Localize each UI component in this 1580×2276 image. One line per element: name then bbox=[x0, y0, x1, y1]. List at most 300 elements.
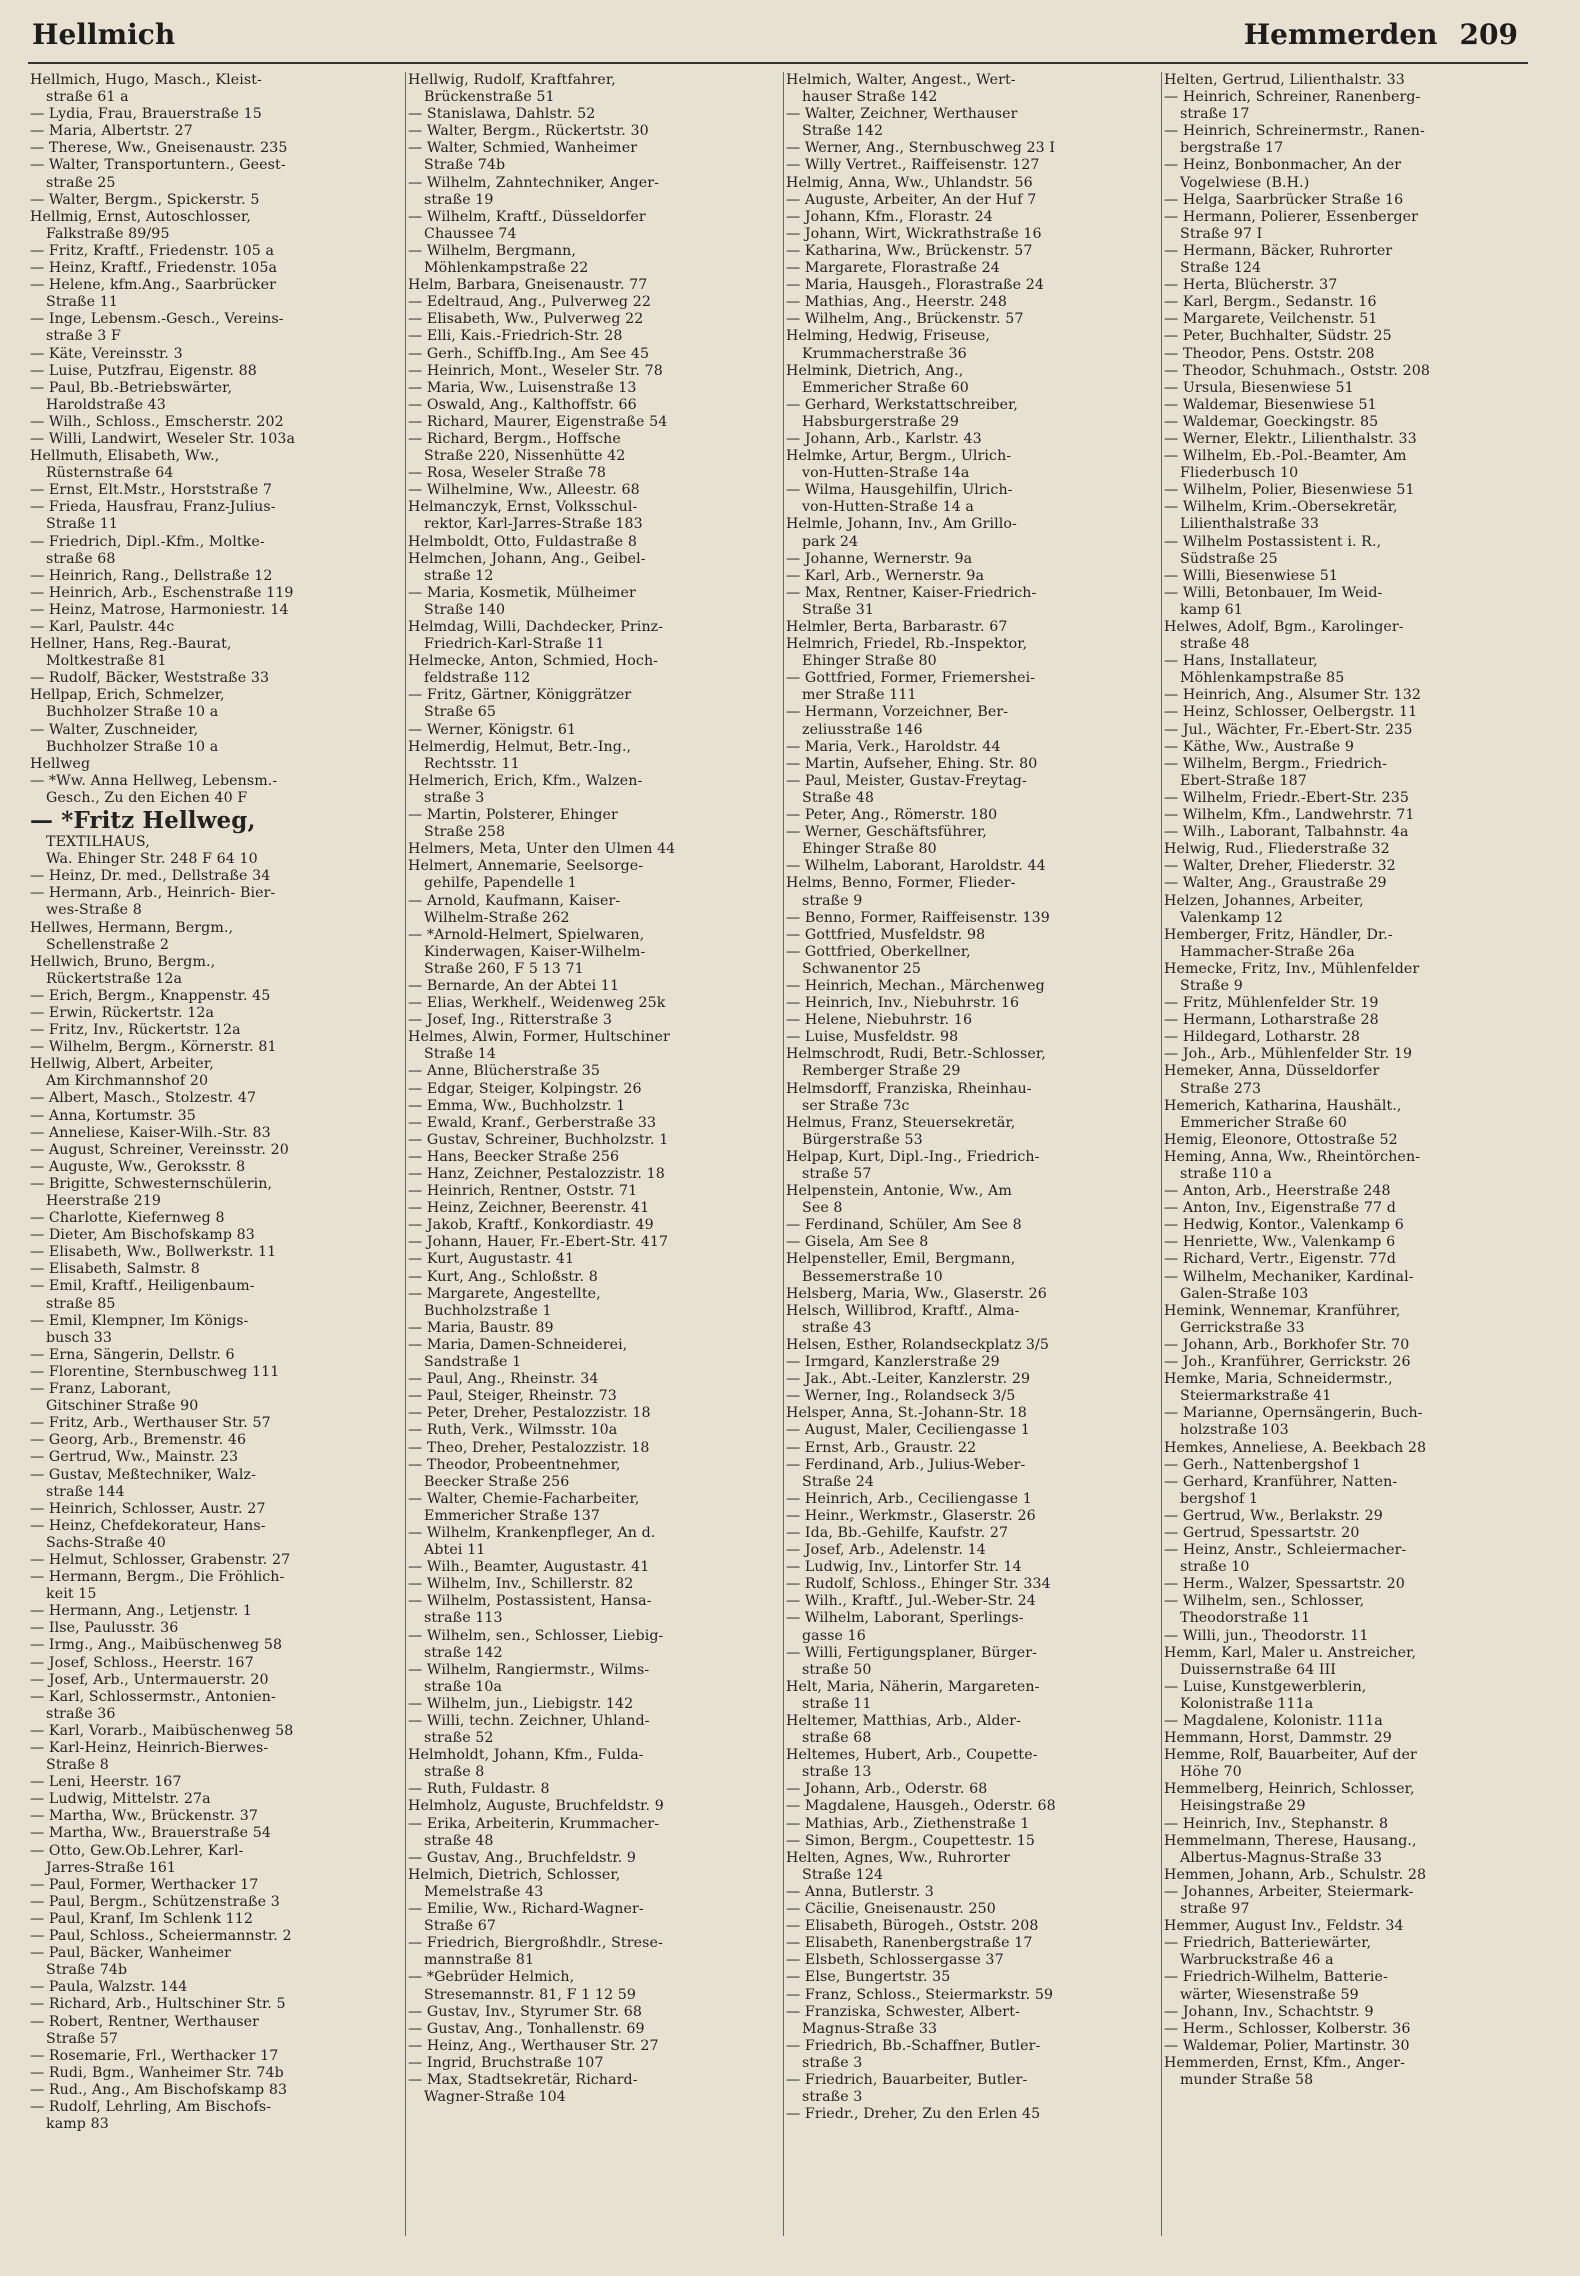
directory-entry-line: Ehinger Straße 80 bbox=[802, 841, 937, 858]
directory-entry-line: — Wilhelm, Bergmann, bbox=[408, 242, 577, 259]
directory-entry-line: — Hermann, Ang., Letjenstr. 1 bbox=[30, 1603, 253, 1620]
column-1 bbox=[30, 72, 405, 2246]
directory-entry-line: Straße 8 bbox=[46, 1757, 109, 1774]
directory-entry-line: — Frieda, Hausfrau, Franz-Julius- bbox=[30, 499, 276, 516]
directory-entry-line: — Walter, Bergm., Spickerstr. 5 bbox=[30, 191, 260, 208]
directory-entry-line: Helmes, Alwin, Former, Hultschiner bbox=[408, 1029, 670, 1046]
directory-entry-line: Sachs-Straße 40 bbox=[46, 1534, 166, 1551]
directory-entry-line: — Peter, Ang., Römerstr. 180 bbox=[786, 807, 998, 824]
directory-entry-line: Helmle, Johann, Inv., Am Grillo- bbox=[786, 516, 1017, 533]
directory-entry-line: — Erwin, Rückertstr. 12a bbox=[30, 1004, 215, 1021]
directory-entry-line: Helpap, Kurt, Dipl.-Ing., Friedrich- bbox=[786, 1148, 1040, 1165]
column-4 bbox=[1164, 72, 1539, 2246]
directory-entry-line: Straße 142 bbox=[802, 123, 884, 140]
directory-entry-line: — Ewald, Kranf., Gerberstraße 33 bbox=[408, 1114, 657, 1131]
directory-entry-line: — Else, Bungertstr. 35 bbox=[786, 1969, 951, 1986]
directory-entry-line: — Friedrich, Bauarbeiter, Butler- bbox=[786, 2071, 1028, 2088]
directory-entry-line: Albertus-Magnus-Straße 33 bbox=[1180, 1849, 1382, 1866]
directory-entry-line: — Robert, Rentner, Werthauser bbox=[30, 2013, 259, 2030]
directory-entry-line: — Joh., Arb., Mühlenfelder Str. 19 bbox=[1164, 1046, 1413, 1063]
directory-entry-line: — Luise, Kunstgewerblerin, bbox=[1164, 1678, 1367, 1695]
directory-entry-line: — Hermann, Bergm., Die Fröhlich- bbox=[30, 1569, 285, 1586]
directory-entry-line: — Anneliese, Kaiser-Wilh.-Str. 83 bbox=[30, 1124, 271, 1141]
directory-entry-line: Hemberger, Fritz, Händler, Dr.- bbox=[1164, 926, 1393, 943]
directory-entry-line: Helwes, Adolf, Bgm., Karolinger- bbox=[1164, 619, 1404, 635]
directory-columns bbox=[28, 72, 1528, 2246]
directory-entry-line: — Heinrich, Schreiner, Ranenberg- bbox=[1164, 89, 1421, 106]
directory-entry-line: — Maria, Baustr. 89 bbox=[408, 1319, 554, 1336]
directory-entry-line: Straße 74b bbox=[424, 157, 506, 174]
directory-entry-line: — Elisabeth, Ranenbergstraße 17 bbox=[786, 1935, 1033, 1952]
directory-entry-line: — Wilh., Beamter, Augustastr. 41 bbox=[408, 1559, 650, 1576]
directory-entry-line: Heerstraße 219 bbox=[46, 1193, 162, 1209]
directory-entry-line: straße 3 bbox=[802, 2054, 863, 2071]
directory-entry-line: straße 19 bbox=[424, 191, 494, 208]
directory-entry-line: — Maria, Albertstr. 27 bbox=[30, 123, 193, 140]
directory-entry-line: Helmerdig, Helmut, Betr.-Ing., bbox=[408, 738, 632, 755]
directory-entry-line: — Gertrud, Ww., Mainstr. 23 bbox=[30, 1449, 239, 1466]
directory-entry-line: — Helene, Niebuhrstr. 16 bbox=[786, 1012, 973, 1029]
directory-entry-line: — Friedrich, Biergroßhdlr., Strese- bbox=[408, 1935, 663, 1952]
directory-entry-line: — Paul, Schloss., Scheiermannstr. 2 bbox=[30, 1928, 292, 1945]
directory-entry-line: Helpenstein, Antonie, Ww., Am bbox=[786, 1183, 1012, 1200]
directory-entry-line: — Josef, Arb., Untermauerstr. 20 bbox=[30, 1671, 269, 1688]
directory-entry-line: — Katharina, Ww., Brückenstr. 57 bbox=[786, 242, 1033, 259]
directory-entry-line: — Heinz, Schlosser, Oelbergstr. 11 bbox=[1164, 704, 1418, 721]
directory-entry-line: Hammacher-Straße 26a bbox=[1180, 943, 1355, 960]
directory-entry-line: — Heinrich, Arb., Ceciliengasse 1 bbox=[786, 1490, 1032, 1507]
directory-entry-line: — Ferdinand, Arb., Julius-Weber- bbox=[786, 1456, 1026, 1473]
directory-entry-line: Schwanentor 25 bbox=[802, 960, 922, 977]
directory-entry-line: — Maria, Damen-Schneiderei, bbox=[408, 1336, 628, 1353]
directory-entry-line: — Hans, Installateur, bbox=[1164, 653, 1318, 670]
directory-entry-line: — Herm., Walzer, Spessartstr. 20 bbox=[1164, 1576, 1405, 1593]
directory-entry-line: park 24 bbox=[802, 533, 859, 550]
directory-entry-line: Brückenstraße 51 bbox=[424, 89, 555, 106]
directory-entry-line: — Ida, Bb.-Gehilfe, Kaufstr. 27 bbox=[786, 1524, 1009, 1541]
directory-entry-line: — Waldemar, Goeckingstr. 85 bbox=[1164, 413, 1379, 430]
directory-entry-line: straße 142 bbox=[424, 1644, 503, 1661]
directory-entry-line: — Ludwig, Inv., Lintorfer Str. 14 bbox=[786, 1559, 1022, 1576]
directory-entry-line: Wilhelm-Straße 262 bbox=[424, 909, 570, 926]
directory-entry-line: — Cäcilie, Gneisenaustr. 250 bbox=[786, 1901, 996, 1918]
directory-entry-line: Hellmig, Ernst, Autoschlosser, bbox=[30, 208, 251, 225]
directory-entry-line: — Gottfried, Former, Friemershei- bbox=[786, 670, 1036, 687]
directory-entry-line: Helmdag, Willi, Dachdecker, Prinz- bbox=[408, 619, 664, 635]
directory-entry-line: straße 10a bbox=[424, 1678, 503, 1695]
directory-entry-line: straße 10 bbox=[1180, 1559, 1250, 1576]
directory-entry-line: — Heinz, Anstr., Schleiermacher- bbox=[1164, 1542, 1407, 1559]
directory-entry-line: — Richard, Vertr., Eigenstr. 77d bbox=[1164, 1251, 1396, 1268]
directory-entry-line: Haroldstraße 43 bbox=[46, 396, 166, 413]
directory-entry-line: straße 113 bbox=[424, 1610, 503, 1627]
directory-entry-line: Magnus-Straße 33 bbox=[802, 2020, 938, 2037]
directory-entry-line: — Magdalene, Kolonistr. 111a bbox=[1164, 1713, 1383, 1729]
directory-entry-line: Chaussee 74 bbox=[424, 225, 517, 242]
directory-entry-line: Wagner-Straße 104 bbox=[424, 2089, 566, 2106]
directory-entry-line: — Theo, Dreher, Pestalozzistr. 18 bbox=[408, 1439, 650, 1456]
directory-entry-line: straße 50 bbox=[802, 1661, 872, 1678]
directory-entry-line: — Ludwig, Mittelstr. 27a bbox=[30, 1791, 211, 1808]
directory-entry-line: hauser Straße 142 bbox=[802, 89, 938, 106]
directory-entry-line: — Emil, Klempner, Im Königs- bbox=[30, 1312, 249, 1329]
directory-entry-line: — Hermann, Bäcker, Ruhrorter bbox=[1164, 242, 1393, 259]
directory-entry-line: Falkstraße 89/95 bbox=[46, 225, 170, 242]
directory-entry-line: Buchholzstraße 1 bbox=[424, 1302, 552, 1319]
directory-entry-line: — Wilhelm, Kraftf., Düsseldorfer bbox=[408, 208, 646, 225]
directory-entry-line: Hemmann, Horst, Dammstr. 29 bbox=[1164, 1730, 1392, 1747]
column-2 bbox=[408, 72, 783, 2246]
directory-entry-line: — Willi, jun., Theodorstr. 11 bbox=[1164, 1627, 1369, 1644]
directory-entry-line: straße 17 bbox=[1180, 106, 1250, 123]
directory-entry-line: — Marianne, Opernsängerin, Buch- bbox=[1164, 1405, 1423, 1422]
directory-entry-line: — Theodor, Probeentnehmer, bbox=[408, 1456, 621, 1473]
directory-entry-line: — Maria, Verk., Haroldstr. 44 bbox=[786, 738, 1001, 755]
directory-entry-line: Hemink, Wennemar, Kranführer, bbox=[1164, 1302, 1401, 1319]
directory-entry-line: — Ruth, Verk., Wilmsstr. 10a bbox=[408, 1422, 618, 1439]
directory-entry-line: — Hanz, Zeichner, Pestalozzistr. 18 bbox=[408, 1166, 665, 1182]
directory-entry-line: Hellner, Hans, Reg.-Baurat, bbox=[30, 636, 232, 653]
directory-entry-line: Emmericher Straße 60 bbox=[802, 379, 969, 396]
directory-entry-line: Heisingstraße 29 bbox=[1180, 1798, 1306, 1815]
directory-entry-line: — Karl, Schlossermstr., Antonien- bbox=[30, 1688, 276, 1705]
directory-entry-line: straße 36 bbox=[46, 1705, 116, 1722]
directory-entry-line: Rechtsstr. 11 bbox=[424, 755, 520, 772]
directory-entry-line: Hemmelmann, Therese, Hausang., bbox=[1164, 1832, 1417, 1849]
directory-entry-line: busch 33 bbox=[46, 1329, 112, 1346]
directory-entry-line: straße 52 bbox=[424, 1730, 494, 1747]
directory-entry-line: TEXTILHAUS, bbox=[46, 834, 150, 851]
directory-entry-line: — Emma, Ww., Buchholzstr. 1 bbox=[408, 1097, 626, 1114]
directory-entry-line: Am Kirchmannshof 20 bbox=[46, 1073, 209, 1090]
directory-entry-line: — Heinz, Chefdekorateur, Hans- bbox=[30, 1517, 266, 1534]
directory-entry-line: Helzen, Johannes, Arbeiter, bbox=[1164, 892, 1364, 909]
directory-entry-line: — Richard, Bergm., Hoffsche bbox=[408, 430, 621, 447]
directory-entry-line: — Johann, Arb., Karlstr. 43 bbox=[786, 430, 982, 447]
directory-entry-line: Beecker Straße 256 bbox=[424, 1473, 570, 1490]
directory-entry-line: — Johann, Wirt, Wickrathstraße 16 bbox=[786, 225, 1042, 242]
directory-entry-line: Straße 67 bbox=[424, 1918, 496, 1935]
directory-entry-line: Buchholzer Straße 10 a bbox=[46, 704, 219, 721]
directory-entry-line: — Simon, Bergm., Coupettestr. 15 bbox=[786, 1832, 1036, 1849]
directory-entry-line: von-Hutten-Straße 14 a bbox=[802, 499, 974, 516]
directory-entry-line: Hemmer, August Inv., Feldstr. 34 bbox=[1164, 1918, 1404, 1935]
directory-entry-line: Helsberg, Maria, Ww., Glaserstr. 26 bbox=[786, 1285, 1047, 1302]
directory-entry-line: Sandstraße 1 bbox=[424, 1354, 522, 1371]
directory-entry-line: Hellwig, Rudolf, Kraftfahrer, bbox=[408, 72, 616, 88]
directory-entry-line: — Ernst, Arb., Graustr. 22 bbox=[786, 1439, 977, 1456]
directory-entry-line: — Martha, Ww., Brauerstraße 54 bbox=[30, 1825, 271, 1842]
directory-entry-line: — Magdalene, Hausgeh., Oderstr. 68 bbox=[786, 1798, 1056, 1815]
directory-entry-line: straße 110 a bbox=[1180, 1166, 1272, 1182]
directory-entry-line: — Anton, Inv., Eigenstraße 77 d bbox=[1164, 1200, 1396, 1217]
directory-entry-line: Helmerich, Erich, Kfm., Walzen- bbox=[408, 772, 643, 789]
directory-entry-line: — Paul, Meister, Gustav-Freytag- bbox=[786, 772, 1027, 789]
directory-entry-line: — Wilhelm, jun., Liebigstr. 142 bbox=[408, 1695, 634, 1712]
directory-entry-line: Wa. Ehinger Str. 248 F 64 10 bbox=[46, 851, 258, 868]
directory-entry-line: Straße 14 bbox=[424, 1046, 496, 1063]
directory-entry-line: straße 144 bbox=[46, 1483, 125, 1500]
directory-entry-line: — Gustav, Schreiner, Buchholzstr. 1 bbox=[408, 1131, 669, 1148]
directory-entry-line: — Werner, Elektr., Lilienthalstr. 33 bbox=[1164, 430, 1417, 447]
directory-entry-line: Heltemer, Matthias, Arb., Alder- bbox=[786, 1713, 1021, 1729]
directory-entry-line: — Gertrud, Ww., Berlakstr. 29 bbox=[1164, 1507, 1383, 1524]
directory-entry-line: — Heinrich, Inv., Niebuhrstr. 16 bbox=[786, 995, 1020, 1012]
directory-entry-line: — Fritz, Gärtner, Königgrätzer bbox=[408, 687, 632, 704]
directory-entry-line: Straße 220, Nissenhütte 42 bbox=[424, 448, 626, 465]
header-rule bbox=[28, 62, 1528, 64]
directory-entry-line: — Paul, Bäcker, Wanheimer bbox=[30, 1945, 231, 1962]
directory-entry-line: — Peter, Dreher, Pestalozzistr. 18 bbox=[408, 1405, 651, 1422]
directory-entry-line: — Wilhelm, Laborant, Haroldstr. 44 bbox=[786, 858, 1046, 875]
directory-entry-line: Heming, Anna, Ww., Rheintörchen- bbox=[1164, 1148, 1421, 1165]
directory-entry-line: Straße 11 bbox=[46, 294, 118, 311]
directory-entry-line: — Jakob, Kraftf., Konkordiastr. 49 bbox=[408, 1217, 654, 1234]
directory-entry-line: — Oswald, Ang., Kalthoffstr. 66 bbox=[408, 396, 637, 413]
directory-entry-line: bergshof 1 bbox=[1180, 1490, 1259, 1507]
directory-entry-line: — Johanne, Wernerstr. 9a bbox=[786, 550, 973, 567]
directory-entry-line: Straße 9 bbox=[1180, 977, 1243, 994]
directory-entry-line: Hemm, Karl, Maler u. Anstreicher, bbox=[1164, 1644, 1417, 1661]
directory-entry-line: — Rudolf, Schloss., Ehinger Str. 334 bbox=[786, 1576, 1051, 1593]
directory-entry-line: kamp 83 bbox=[46, 2116, 109, 2133]
directory-entry-line: — Max, Rentner, Kaiser-Friedrich- bbox=[786, 584, 1037, 601]
directory-entry-line: — Gustav, Ang., Bruchfeldstr. 9 bbox=[408, 1849, 636, 1866]
directory-entry-line: — Karl, Arb., Wernerstr. 9a bbox=[786, 567, 985, 584]
directory-entry-line: — Hermann, Vorzeichner, Ber- bbox=[786, 704, 1009, 721]
directory-entry-line: — Paul, Ang., Rheinstr. 34 bbox=[408, 1371, 599, 1388]
directory-entry-line: — Käte, Vereinsstr. 3 bbox=[30, 345, 183, 362]
directory-entry-line: Hellmuth, Elisabeth, Ww., bbox=[30, 448, 220, 465]
directory-entry-line: Helmke, Artur, Bergm., Ulrich- bbox=[786, 448, 1012, 465]
directory-entry-line: — Gerh., Schiffb.Ing., Am See 45 bbox=[408, 345, 650, 362]
running-head-right-word: Hemmerden bbox=[1243, 18, 1438, 51]
directory-entry-line: Duissernstraße 64 III bbox=[1180, 1661, 1337, 1678]
directory-entry-line: — Helene, kfm.Ang., Saarbrücker bbox=[30, 277, 276, 294]
directory-entry-line: Hemmerden, Ernst, Kfm., Anger- bbox=[1164, 2054, 1406, 2071]
directory-entry-line: Rückertstraße 12a bbox=[46, 970, 183, 987]
directory-entry-line: — Wilhelm Postassistent i. R., bbox=[1164, 533, 1382, 550]
directory-entry-line: — Irmgard, Kanzlerstraße 29 bbox=[786, 1354, 1000, 1371]
directory-entry-line: — Anne, Blücherstraße 35 bbox=[408, 1063, 601, 1080]
directory-entry-line: straße 3 bbox=[424, 789, 485, 806]
directory-entry-line: — Paul, Kranf, Im Schlenk 112 bbox=[30, 1910, 254, 1927]
directory-entry-line: — Johann, Kfm., Florastr. 24 bbox=[786, 208, 993, 225]
directory-entry-line: — Hildegard, Lotharstr. 28 bbox=[1164, 1029, 1360, 1046]
directory-entry-line: straße 61 a bbox=[46, 89, 129, 106]
directory-entry-line: — Bernarde, An der Abtei 11 bbox=[408, 977, 620, 994]
directory-entry-line: Straße 140 bbox=[424, 601, 506, 618]
directory-entry-line: Straße 124 bbox=[1180, 260, 1262, 277]
directory-entry-line: — Maria, Kosmetik, Mülheimer bbox=[408, 584, 636, 601]
directory-entry-line: — Waldemar, Biesenwiese 51 bbox=[1164, 396, 1377, 413]
directory-entry-line: Galen-Straße 103 bbox=[1180, 1285, 1309, 1302]
directory-entry-line: — Hermann, Lotharstraße 28 bbox=[1164, 1012, 1379, 1029]
directory-entry-line: Kolonistraße 111a bbox=[1180, 1695, 1314, 1712]
directory-entry-line: — Auguste, Arbeiter, An der Huf 7 bbox=[786, 191, 1037, 208]
directory-entry-line: straße 25 bbox=[46, 174, 116, 191]
directory-entry-line: — Heinrich, Inv., Stephanstr. 8 bbox=[1164, 1815, 1389, 1832]
directory-entry-line: — Ursula, Biesenwiese 51 bbox=[1164, 379, 1354, 396]
directory-entry-line: Helwig, Rud., Fliederstraße 32 bbox=[1164, 841, 1390, 858]
directory-entry-line: Buchholzer Straße 10 a bbox=[46, 738, 219, 755]
directory-entry-line: — Werner, Geschäftsführer, bbox=[786, 824, 987, 841]
directory-entry-line: Helt, Maria, Näherin, Margareten- bbox=[786, 1678, 1040, 1695]
directory-entry-line: — Heinz, Dr. med., Dellstraße 34 bbox=[30, 868, 271, 885]
directory-entry-line: straße 48 bbox=[1180, 636, 1250, 653]
directory-entry-line: — Heinrich, Rang., Dellstraße 12 bbox=[30, 567, 273, 584]
directory-entry-line: — Anna, Butlerstr. 3 bbox=[786, 1883, 934, 1900]
directory-entry-line: Helming, Hedwig, Friseuse, bbox=[786, 328, 990, 345]
directory-entry-line: — Hermann, Arb., Heinrich- Bier- bbox=[30, 885, 276, 902]
directory-entry-line: — Paul, Bb.-Betriebswärter, bbox=[30, 379, 233, 396]
directory-entry-line: Vogelwiese (B.H.) bbox=[1180, 174, 1310, 191]
directory-entry-line: — Wilhelm, Krankenpfleger, An d. bbox=[408, 1524, 656, 1541]
directory-entry-line: mer Straße 111 bbox=[802, 687, 917, 704]
directory-entry-line: munder Straße 58 bbox=[1180, 2071, 1314, 2088]
directory-entry-line: — Heinz, Ang., Werthauser Str. 27 bbox=[408, 2037, 659, 2054]
directory-entry-line: — Walter, Schmied, Wanheimer bbox=[408, 140, 638, 157]
directory-entry-line: Straße 124 bbox=[802, 1866, 884, 1883]
directory-entry-line: straße 3 F bbox=[46, 328, 121, 345]
directory-entry-line: Hemig, Eleonore, Ottostraße 52 bbox=[1164, 1131, 1398, 1148]
directory-entry-line: — Gisela, Am See 8 bbox=[786, 1234, 929, 1251]
directory-entry-line: — Mathias, Ang., Heerstr. 248 bbox=[786, 294, 1007, 311]
directory-entry-line: Helten, Agnes, Ww., Ruhrorter bbox=[786, 1849, 1011, 1866]
directory-entry-line: — Albert, Masch., Stolzestr. 47 bbox=[30, 1090, 257, 1107]
directory-entry-line: — Anton, Arb., Heerstraße 248 bbox=[1164, 1183, 1391, 1200]
directory-entry-line: — Walter, Bergm., Rückertstr. 30 bbox=[408, 123, 649, 140]
directory-entry-line: — Edeltraud, Ang., Pulverweg 22 bbox=[408, 294, 651, 311]
directory-entry-line: — Wilma, Hausgehilfin, Ulrich- bbox=[786, 482, 1013, 499]
directory-entry-line: Helmschrodt, Rudi, Betr.-Schlosser, bbox=[786, 1046, 1046, 1063]
directory-entry-line: Helmsdorff, Franziska, Rheinhau- bbox=[786, 1080, 1032, 1097]
directory-entry-line: — Karl, Vorarb., Maibüschenweg 58 bbox=[30, 1722, 294, 1739]
directory-entry-line: — Walter, Transportuntern., Geest- bbox=[30, 157, 286, 174]
directory-entry-line: Friedrich-Karl-Straße 11 bbox=[424, 636, 605, 653]
directory-entry-line: Theodorstraße 11 bbox=[1180, 1610, 1311, 1627]
directory-entry-line: — Josef, Ing., Ritterstraße 3 bbox=[408, 1012, 613, 1029]
directory-entry-line: — Stanislawa, Dahlstr. 52 bbox=[408, 106, 596, 123]
directory-entry-line: Valenkamp 12 bbox=[1180, 909, 1283, 926]
directory-entry-line: feldstraße 112 bbox=[424, 670, 531, 687]
directory-entry-line: Helms, Benno, Former, Flieder- bbox=[786, 875, 1016, 892]
directory-entry-line: — Brigitte, Schwesternschülerin, bbox=[30, 1175, 273, 1192]
directory-entry-line: — Heinz, Zeichner, Beerenstr. 41 bbox=[408, 1200, 650, 1217]
directory-entry-line: — Emilie, Ww., Richard-Wagner- bbox=[408, 1901, 644, 1918]
directory-entry-line: — Heinrich, Rentner, Oststr. 71 bbox=[408, 1183, 638, 1200]
directory-entry-line: — Willi, techn. Zeichner, Uhland- bbox=[408, 1713, 650, 1729]
directory-entry-line: — Elisabeth, Bürogeh., Oststr. 208 bbox=[786, 1918, 1039, 1935]
directory-entry-line: — Heinrich, Schlosser, Austr. 27 bbox=[30, 1500, 266, 1517]
directory-entry-line: Hemmelberg, Heinrich, Schlosser, bbox=[1164, 1781, 1415, 1798]
directory-entry-line: Moltkestraße 81 bbox=[46, 653, 167, 670]
directory-entry-line: Straße 57 bbox=[46, 2030, 118, 2047]
directory-entry-line: — Paul, Former, Werthacker 17 bbox=[30, 1876, 259, 1893]
directory-entry-line: — Margarete, Veilchenstr. 51 bbox=[1164, 311, 1378, 328]
directory-entry-line: Helmboldt, Otto, Fuldastraße 8 bbox=[408, 533, 638, 550]
directory-entry-line: — Heinrich, Arb., Eschenstraße 119 bbox=[30, 584, 294, 601]
directory-entry-line: — *Gebrüder Helmich, bbox=[408, 1969, 575, 1986]
directory-entry-line: Jarres-Straße 161 bbox=[46, 1859, 177, 1876]
directory-entry-line: — Wilhelm, Laborant, Sperlings- bbox=[786, 1610, 1024, 1627]
directory-entry-line: Ehinger Straße 80 bbox=[802, 653, 937, 670]
directory-entry-line: Helmecke, Anton, Schmied, Hoch- bbox=[408, 653, 659, 670]
directory-entry-line: — Werner, Ing., Rolandseck 3/5 bbox=[786, 1388, 1016, 1405]
directory-entry-line: zeliusstraße 146 bbox=[802, 721, 923, 738]
directory-entry-line: straße 13 bbox=[802, 1764, 872, 1781]
directory-entry-line: — Wilhelm, sen., Schlosser, Liebig- bbox=[408, 1627, 664, 1644]
directory-entry-line: — Jul., Wächter, Fr.-Ebert-Str. 235 bbox=[1164, 721, 1413, 738]
directory-entry-line: — Johann, Arb., Borkhofer Str. 70 bbox=[1164, 1336, 1410, 1353]
directory-entry-line: Hemkes, Anneliese, A. Beekbach 28 bbox=[1164, 1439, 1427, 1456]
directory-entry-line: — Martha, Ww., Brückenstr. 37 bbox=[30, 1808, 258, 1825]
directory-entry-line: See 8 bbox=[802, 1200, 843, 1217]
directory-entry-line: — Wilhelm, Eb.-Pol.-Beamter, Am bbox=[1164, 448, 1407, 465]
directory-entry-line: Helmich, Dietrich, Schlosser, bbox=[408, 1866, 621, 1883]
directory-entry-line: — Wilhelm, Friedr.-Ebert-Str. 235 bbox=[1164, 789, 1409, 806]
directory-entry-line: straße 12 bbox=[424, 567, 494, 584]
directory-entry-line: Bürgerstraße 53 bbox=[802, 1131, 923, 1148]
directory-entry-line: — Rud., Ang., Am Bischofskamp 83 bbox=[30, 2081, 288, 2098]
directory-entry-line: Krummacherstraße 36 bbox=[802, 345, 967, 362]
directory-entry-line: — Rudolf, Lehrling, Am Bischofs- bbox=[30, 2098, 272, 2115]
directory-entry-line: — Gustav, Ang., Tonhallenstr. 69 bbox=[408, 2020, 645, 2037]
directory-entry-line: Kinderwagen, Kaiser-Wilhelm- bbox=[424, 943, 646, 960]
directory-entry-line: — Karl, Paulstr. 44c bbox=[30, 619, 175, 635]
directory-entry-line: — Peter, Buchhalter, Südstr. 25 bbox=[1164, 328, 1392, 345]
directory-entry-line: Helmchen, Johann, Ang., Geibel- bbox=[408, 550, 646, 567]
directory-entry-line: — Fritz, Mühlenfelder Str. 19 bbox=[1164, 995, 1379, 1012]
directory-entry-line: — Friedrich, Dipl.-Kfm., Moltke- bbox=[30, 533, 265, 550]
directory-entry-line: — Lydia, Frau, Brauerstraße 15 bbox=[30, 106, 262, 123]
directory-entry-line: Ebert-Straße 187 bbox=[1180, 772, 1307, 789]
directory-entry-line: — Georg, Arb., Bremenstr. 46 bbox=[30, 1432, 247, 1449]
directory-entry-line: Helsen, Esther, Rolandseckplatz 3/5 bbox=[786, 1336, 1050, 1353]
directory-entry-line: — Paul, Bergm., Schützenstraße 3 bbox=[30, 1893, 280, 1910]
directory-entry-line: Hemke, Maria, Schneidermstr., bbox=[1164, 1371, 1393, 1388]
directory-entry-line: — Paula, Walzstr. 144 bbox=[30, 1979, 188, 1996]
directory-entry-line: Hellwes, Hermann, Bergm., bbox=[30, 919, 234, 936]
directory-entry-line: — August, Maler, Ceciliengasse 1 bbox=[786, 1422, 1031, 1439]
directory-entry-line: straße 85 bbox=[46, 1295, 116, 1312]
directory-entry-line: keit 15 bbox=[46, 1586, 97, 1603]
directory-entry-line: — Anna, Kortumstr. 35 bbox=[30, 1107, 196, 1124]
directory-entry-line: — Otto, Gew.Ob.Lehrer, Karl- bbox=[30, 1842, 244, 1859]
directory-entry-line: — Friedrich-Wilhelm, Batterie- bbox=[1164, 1969, 1388, 1986]
directory-entry-line: — Heinrich, Mechan., Märchenweg bbox=[786, 977, 1045, 994]
directory-entry-line: straße 68 bbox=[46, 550, 116, 567]
directory-entry-line: — Margarete, Angestellte, bbox=[408, 1285, 601, 1302]
directory-entry-line: — Willi, Fertigungsplaner, Bürger- bbox=[786, 1644, 1038, 1661]
directory-entry-line: — Werner, Königstr. 61 bbox=[408, 721, 577, 738]
directory-entry-line: — Edgar, Steiger, Kolpingstr. 26 bbox=[408, 1080, 642, 1097]
directory-entry-line: — Luise, Putzfrau, Eigenstr. 88 bbox=[30, 362, 257, 379]
directory-entry-line: — Käthe, Ww., Austraße 9 bbox=[1164, 738, 1354, 755]
directory-entry-line: Habsburgerstraße 29 bbox=[802, 413, 960, 430]
directory-entry-line: bergstraße 17 bbox=[1180, 140, 1284, 157]
directory-entry-line: — Rosa, Weseler Straße 78 bbox=[408, 465, 606, 482]
directory-entry-line: — Richard, Maurer, Eigenstraße 54 bbox=[408, 413, 668, 430]
directory-entry-line: Straße 24 bbox=[802, 1473, 874, 1490]
directory-entry-line: Helmers, Meta, Unter den Ulmen 44 bbox=[408, 841, 676, 858]
directory-entry-line: wärter, Wiesenstraße 59 bbox=[1180, 1986, 1359, 2003]
directory-entry-line: — Wilhelm, Polier, Biesenwiese 51 bbox=[1164, 482, 1415, 499]
directory-entry-line: — Therese, Ww., Gneisenaustr. 235 bbox=[30, 140, 288, 157]
directory-entry-line: — Erna, Sängerin, Dellstr. 6 bbox=[30, 1346, 235, 1363]
directory-entry-line: straße 97 bbox=[1180, 1901, 1250, 1918]
directory-entry-line: — Waldemar, Polier, Martinstr. 30 bbox=[1164, 2037, 1410, 2054]
